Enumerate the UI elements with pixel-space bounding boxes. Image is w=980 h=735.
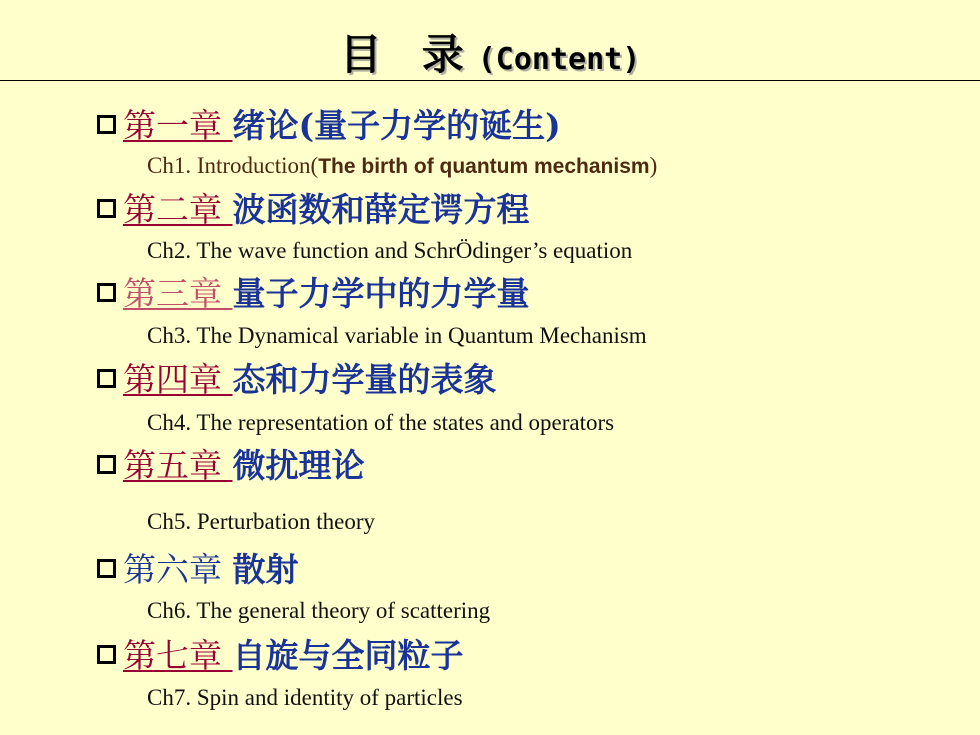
chapter-5-title: 微扰理论 [232,446,365,485]
chapter-7-title: 自旋与全同粒子 [232,636,464,675]
chapter-3-subtitle: Ch3. The Dynamical variable in Quantum Mechanism [147,323,647,348]
square-bullet-icon [97,115,116,134]
chapter-2-subtitle: Ch2. The wave function and SchrÖdinger’s equation [147,238,633,263]
chapter-1-subtitle: Ch1. Introduction(The birth of quantum mechanism) [147,153,658,178]
chapter-5-link[interactable]: 第五章 [123,446,233,485]
chapter-5 [97,446,365,486]
chapter-1-title: 绪论(量子力学的诞生) [232,106,561,145]
chapter-6-subtitle: Ch6. The general theory of scattering [147,598,491,623]
chapter-4-subtitle: Ch4. The representation of the states and operators [147,410,615,435]
chapter-2 [97,190,530,230]
square-bullet-icon [97,645,116,664]
chapter-6-title: 散射 [232,550,299,589]
chapter-7-subtitle: Ch7. Spin and identity of particles [147,685,463,710]
chapter-7 [97,636,464,676]
chapter-6-number: 第六章 [123,550,233,589]
title-en: (Content) [477,42,641,77]
chapter-3 [97,274,530,314]
chapter-1-link[interactable]: 第一章 [123,106,233,145]
square-bullet-icon [97,283,116,302]
chapter-2-title: 波函数和薛定谔方程 [232,190,530,229]
chapter-7-link[interactable]: 第七章 [123,636,233,675]
chapter-4-link[interactable]: 第四章 [123,360,233,399]
square-bullet-icon [97,559,116,578]
square-bullet-icon [97,369,116,388]
title-cn: 目 录 [339,30,464,79]
chapter-5-subtitle: Ch5. Perturbation theory [147,509,376,534]
chapter-2-link[interactable]: 第二章 [123,190,233,229]
square-bullet-icon [97,455,116,474]
title-divider [0,80,980,81]
page-title [0,22,980,78]
chapter-4-title: 态和力学量的表象 [232,360,497,399]
square-bullet-icon [97,199,116,218]
chapter-3-title: 量子力学中的力学量 [232,274,530,313]
chapter-1 [97,106,561,146]
chapter-3-link[interactable]: 第三章 [123,274,233,313]
chapter-4 [97,360,497,400]
chapter-6 [97,550,299,590]
